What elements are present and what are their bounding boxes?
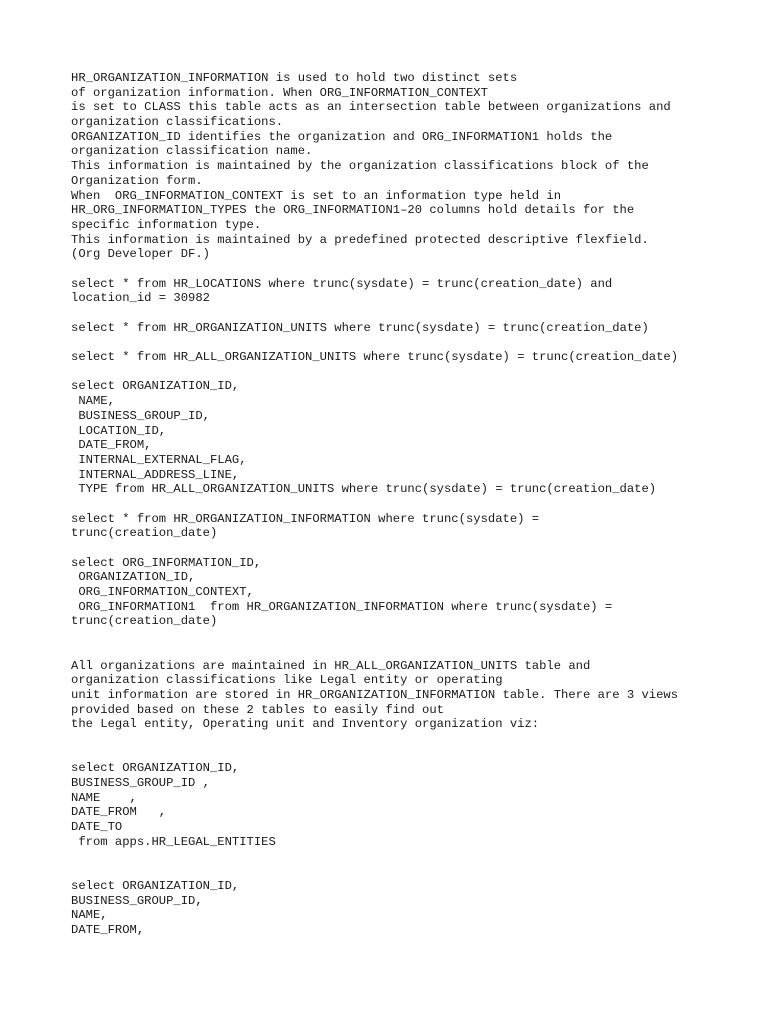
text-line: organization classification name. <box>71 144 313 159</box>
blank-line <box>71 262 761 277</box>
sql-line: select ORGANIZATION_ID, <box>71 379 240 394</box>
sql-line: trunc(creation_date) <box>71 526 218 541</box>
blank-line <box>71 732 761 747</box>
text-line: When ORG_INFORMATION_CONTEXT is set to an information type held in <box>71 188 562 203</box>
sql-line: DATE_FROM, <box>71 922 145 937</box>
sql-line: select * from HR_ORGANIZATION_UNITS where trunc(sysdate) = trunc(creation_date) <box>71 320 649 335</box>
blank-line <box>71 335 761 350</box>
text-line: HR_ORGANIZATION_INFORMATION is used to hold two distinct sets <box>71 71 518 85</box>
sql-line: INTERNAL_ADDRESS_LINE, <box>71 467 240 482</box>
text-line: organization classifications like Legal entity or operating <box>71 673 503 688</box>
text-line: provided based on these 2 tables to easily find out <box>71 702 444 717</box>
text-line: the Legal entity, Operating unit and Inventory organization viz: <box>71 717 540 732</box>
blank-line <box>71 497 761 512</box>
sql-line: select ORGANIZATION_ID, <box>71 761 240 776</box>
sql-line: BUSINESS_GROUP_ID, <box>71 408 210 423</box>
blank-line <box>71 747 761 762</box>
text-line: All organizations are maintained in HR_ALL_ORGANIZATION_UNITS table and <box>71 658 591 673</box>
sql-line: DATE_TO <box>71 820 123 835</box>
text-line: is set to CLASS this table acts as an intersection table between organizations and <box>71 100 671 115</box>
text-line: HR_ORG_INFORMATION_TYPES the ORG_INFORMATION1–20 columns hold details for the <box>71 203 635 218</box>
sql-line: DATE_FROM , <box>71 805 167 820</box>
sql-line: select ORGANIZATION_ID, <box>71 878 240 893</box>
text-line: organization classifications. <box>71 115 284 130</box>
sql-line: NAME, <box>71 394 115 409</box>
document-page <box>71 71 761 938</box>
blank-line <box>71 864 761 879</box>
sql-line: ORG_INFORMATION1 from HR_ORGANIZATION_INFORMATION where trunc(sysdate) = <box>71 599 613 614</box>
sql-line: ORGANIZATION_ID, <box>71 570 196 585</box>
sql-line: NAME , <box>71 790 137 805</box>
sql-line: LOCATION_ID, <box>71 423 167 438</box>
text-line: (Org Developer DF.) <box>71 247 210 262</box>
blank-line <box>71 644 761 659</box>
sql-line: INTERNAL_EXTERNAL_FLAG, <box>71 452 247 467</box>
text-line: This information is maintained by the organization classifications block of the <box>71 159 649 174</box>
blank-line <box>71 365 761 380</box>
text-line: of organization information. When ORG_INFORMATION_CONTEXT <box>71 85 488 100</box>
text-line: unit information are stored in HR_ORGANIZATION_INFORMATION table. There are 3 views <box>71 687 679 702</box>
sql-line: BUSINESS_GROUP_ID , <box>71 776 210 790</box>
sql-line: DATE_FROM, <box>71 438 152 453</box>
sql-line: location_id = 30982 <box>71 291 210 306</box>
blank-line <box>71 541 761 556</box>
sql-line: NAME, <box>71 908 108 923</box>
text-line: Organization form. <box>71 173 203 188</box>
text-line: ORGANIZATION_ID identifies the organization and ORG_INFORMATION1 holds the <box>71 129 613 144</box>
sql-line: TYPE from HR_ALL_ORGANIZATION_UNITS where trunc(sysdate) = trunc(creation_date) <box>71 482 657 497</box>
text-line: This information is maintained by a predefined protected descriptive flexfield. <box>71 232 649 247</box>
sql-line: BUSINESS_GROUP_ID, <box>71 893 203 908</box>
sql-line: select * from HR_ALL_ORGANIZATION_UNITS where trunc(sysdate) = trunc(creation_date) <box>71 350 679 365</box>
sql-line: select * from HR_LOCATIONS where trunc(sysdate) = trunc(creation_date) and <box>71 276 613 291</box>
sql-line: select * from HR_ORGANIZATION_INFORMATION where trunc(sysdate) = <box>71 511 540 526</box>
sql-line: select ORG_INFORMATION_ID, <box>71 555 262 570</box>
blank-line <box>71 849 761 864</box>
blank-line <box>71 629 761 644</box>
sql-line: trunc(creation_date) <box>71 614 218 629</box>
sql-line: from apps.HR_LEGAL_ENTITIES <box>71 834 276 849</box>
sql-line: ORG_INFORMATION_CONTEXT, <box>71 585 254 600</box>
blank-line <box>71 306 761 321</box>
text-line: specific information type. <box>71 217 262 232</box>
